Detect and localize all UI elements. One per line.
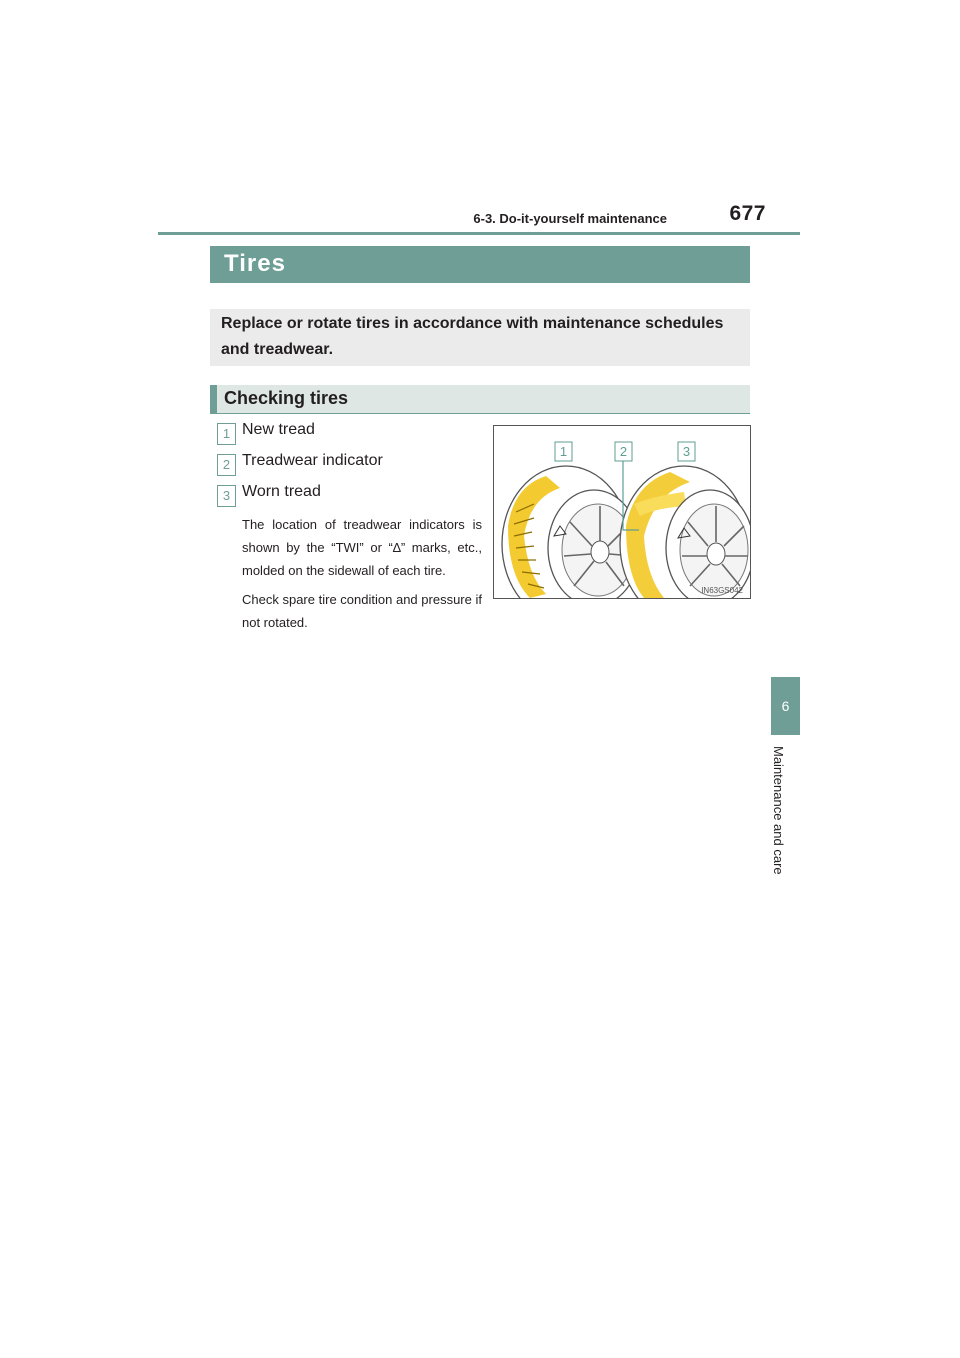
header-rule: [158, 232, 800, 235]
callout-1-label: 1: [559, 444, 568, 459]
note-spare-tire: Check spare tire condition and pressure if not rotated.: [242, 592, 482, 630]
section-side-label: Maintenance and care: [771, 746, 786, 875]
subsection-accent: [210, 385, 217, 414]
item-number-badge: 3: [217, 485, 236, 507]
callout-2-label: 2: [619, 444, 628, 459]
page-number: 677: [729, 202, 766, 225]
title-bar: [210, 246, 750, 283]
subsection-title: Checking tires: [224, 388, 349, 408]
item-number-badge: 2: [217, 454, 236, 476]
chapter-title: 6-3. Do-it-yourself maintenance: [473, 211, 667, 226]
callout-3-label: 3: [682, 444, 691, 459]
subsection-header: [210, 385, 750, 414]
intro-text: Replace or rotate tires in accordance with maintenance schedules and treadwear.: [221, 315, 724, 358]
page-title: Tires: [224, 250, 286, 277]
figure-code: IN63GS042: [701, 586, 743, 595]
note-treadwear-location: The location of treadwear indicators is shown by the “TWI” or “∆” marks, etc., molded on the sidewall of each tire.: [242, 517, 482, 578]
tire-drawing: [494, 426, 750, 598]
new-tire-icon: [502, 466, 640, 598]
subsection-underline: [210, 413, 750, 414]
intro-box: [210, 309, 750, 366]
item-label: Treadwear indicator: [242, 452, 383, 469]
item-label: New tread: [242, 421, 315, 438]
section-tab: 6: [771, 677, 800, 735]
item-label: Worn tread: [242, 483, 321, 500]
item-number-badge: 1: [217, 423, 236, 445]
worn-tire-icon: [620, 466, 750, 598]
tire-illustration: [493, 425, 751, 599]
